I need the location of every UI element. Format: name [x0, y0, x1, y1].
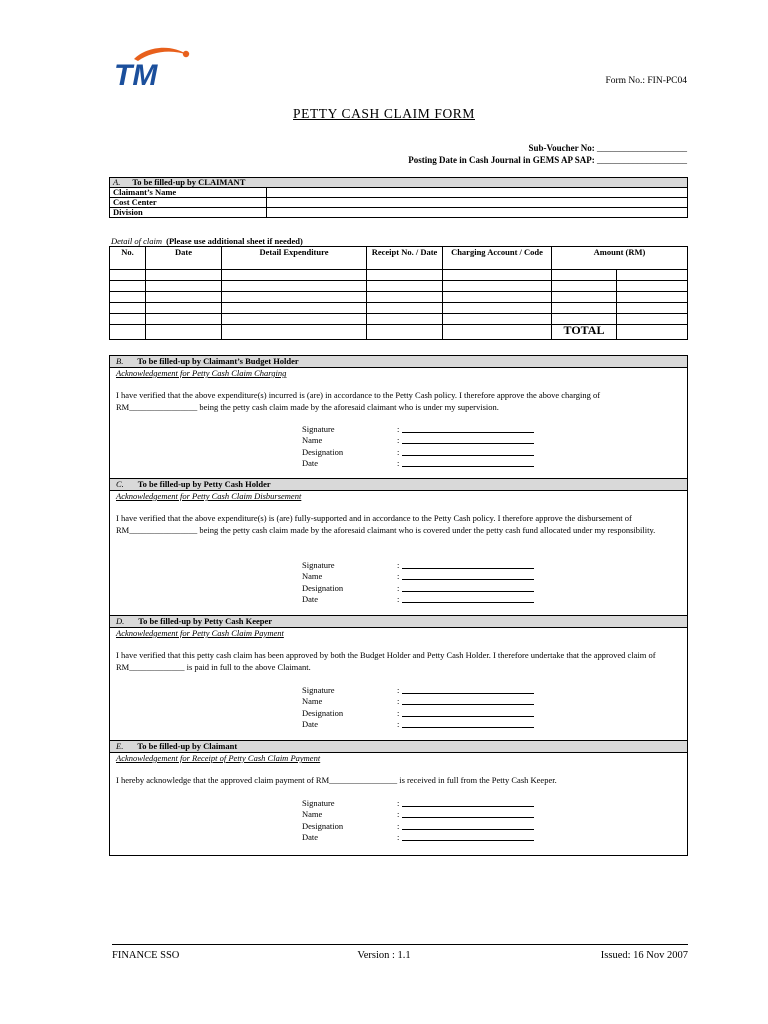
section-b-title: To be filled-up by Claimant’s Budget Holder [137, 356, 299, 366]
col-detail-expenditure: Detail Expenditure [222, 247, 367, 270]
division-label: Division [110, 208, 267, 218]
signature-label: Signature [302, 685, 335, 695]
section-d-letter: D. [116, 616, 125, 626]
name-line[interactable] [402, 696, 534, 705]
total-label: TOTAL [552, 325, 617, 340]
designation-label: Designation [302, 446, 344, 457]
date-line[interactable] [402, 458, 534, 467]
designation-label: Designation [302, 582, 344, 593]
section-e-header [110, 741, 687, 753]
date-line[interactable] [402, 594, 534, 603]
footer-department: FINANCE SSO [112, 950, 180, 961]
page-title: PETTY CASH CLAIM FORM [293, 106, 475, 121]
detail-caption [111, 236, 303, 246]
section-c-subtitle: Acknowledgement for Petty Cash Claim Disbursement [116, 491, 302, 501]
footer-issued: Issued: 16 Nov 2007 [600, 950, 688, 961]
detail-table [109, 246, 688, 340]
signature-block: Signature : Name : Designation : Date : [302, 560, 534, 605]
table-row[interactable] [110, 314, 688, 325]
col-amount: Amount (RM) [552, 247, 688, 270]
signature-line[interactable] [402, 685, 534, 694]
total-row [110, 325, 688, 340]
section-c-title: To be filled-up by Petty Cash Holder [137, 479, 271, 489]
detail-caption-italic: Detail of claim [111, 236, 162, 246]
section-b-text: I have verified that the above expenditure(s) incurred is (are) in accordance to the Petty Cash policy. I therefore approve the above charging of RM________________ being the petty cash claim made by the aforesaid claimant who is under my supervision. [116, 390, 601, 412]
cost-center-field[interactable] [267, 198, 688, 208]
date-label: Date [302, 593, 319, 604]
claimant-section [109, 177, 688, 218]
signature-block: Signature : Name : Designation : Date : [302, 685, 534, 730]
designation-line[interactable] [402, 708, 534, 717]
detail-caption-bold: (Please use additional sheet if needed) [166, 236, 303, 246]
table-row[interactable] [110, 281, 688, 292]
designation-line[interactable] [402, 583, 534, 592]
col-no: No. [110, 247, 146, 270]
section-c-text: I have verified that the above expenditure(s) is (are) fully-supported and in accordance to the Petty Cash policy. I therefore approve the disbursement of RM________________ being the petty cash claim made by the aforesaid claimant who is covered under the petty cash fund allocated under my responsibility. [116, 513, 656, 535]
date-label: Date [302, 831, 319, 842]
footer-divider [112, 944, 688, 945]
designation-label: Designation [302, 707, 344, 718]
date-line[interactable] [402, 719, 534, 728]
name-line[interactable] [402, 435, 534, 444]
table-row[interactable] [110, 270, 688, 281]
signature-block: Signature : Name : Designation : Date : [302, 424, 534, 469]
section-a-header [110, 178, 688, 188]
detail-header-row [110, 247, 688, 270]
designation-label: Designation [302, 820, 344, 831]
col-date: Date [146, 247, 222, 270]
form-number: Form No.: FIN-PC04 [605, 76, 687, 86]
section-d-title: To be filled-up by Petty Cash Keeper [138, 616, 273, 626]
section-e-letter: E. [116, 741, 124, 751]
name-label: Name [302, 571, 323, 582]
section-b-subtitle: Acknowledgement for Petty Cash Claim Charging [116, 368, 287, 378]
section-e [109, 740, 688, 856]
signature-label: Signature [302, 560, 335, 570]
sub-voucher-field[interactable] [300, 143, 687, 153]
section-d-header [110, 616, 687, 628]
claimant-name-label: Claimant’s Name [110, 188, 267, 198]
date-label: Date [302, 718, 319, 729]
signature-line[interactable] [402, 424, 534, 433]
section-e-text: I hereby acknowledge that the approved claim payment of RM________________ is received in full from the Petty Cash Keeper. [116, 775, 557, 785]
name-label: Name [302, 696, 323, 707]
col-charging-account: Charging Account / Code [443, 247, 552, 270]
section-c-letter: C. [116, 479, 124, 489]
posting-date-value: ____________________ [597, 155, 687, 165]
signature-label: Signature [302, 798, 335, 808]
tm-logo-text: TM [114, 59, 158, 89]
footer-version: Version : 1.1 [357, 950, 411, 961]
division-field[interactable] [267, 208, 688, 218]
name-line[interactable] [402, 809, 534, 818]
claimant-name-field[interactable] [267, 188, 688, 198]
tm-logo-icon [112, 45, 194, 89]
signature-line[interactable] [402, 798, 534, 807]
section-b [109, 355, 688, 479]
section-e-subtitle: Acknowledgement for Receipt of Petty Cash Claim Payment [116, 753, 321, 763]
posting-date-field[interactable] [300, 155, 687, 165]
cost-center-label: Cost Center [110, 198, 267, 208]
date-label: Date [302, 457, 319, 468]
name-label: Name [302, 809, 323, 820]
table-row[interactable] [110, 292, 688, 303]
signature-line[interactable] [402, 560, 534, 569]
designation-line[interactable] [402, 821, 534, 830]
name-label: Name [302, 435, 323, 446]
section-b-letter: B. [116, 356, 124, 366]
sub-voucher-label: Sub-Voucher No: [528, 143, 595, 153]
section-e-title: To be filled-up by Claimant [137, 741, 238, 751]
section-a-title: To be filled-up by CLAIMANT [132, 177, 246, 187]
table-row[interactable] [110, 303, 688, 314]
posting-date-label: Posting Date in Cash Journal in GEMS AP SAP: [408, 155, 595, 165]
col-receipt: Receipt No. / Date [367, 247, 443, 270]
name-line[interactable] [402, 571, 534, 580]
section-d [109, 615, 688, 741]
section-c [109, 478, 688, 616]
total-amount-field[interactable] [617, 325, 688, 340]
sub-voucher-value: ____________________ [597, 143, 687, 153]
section-b-header [110, 356, 687, 368]
section-d-subtitle: Acknowledgement for Petty Cash Claim Payment [116, 628, 284, 638]
date-line[interactable] [402, 832, 534, 841]
designation-line[interactable] [402, 447, 534, 456]
signature-label: Signature [302, 424, 335, 434]
section-c-header [110, 479, 687, 491]
section-d-text: I have verified that this petty cash claim has been approved by both the Budget Holder and Petty Cash Holder. I therefore undertake that the approved claim of RM_____________ is paid in full to the above Claimant. [116, 650, 656, 672]
signature-block: Signature : Name : Designation : Date : [302, 798, 534, 843]
section-a-letter: A. [113, 177, 121, 187]
